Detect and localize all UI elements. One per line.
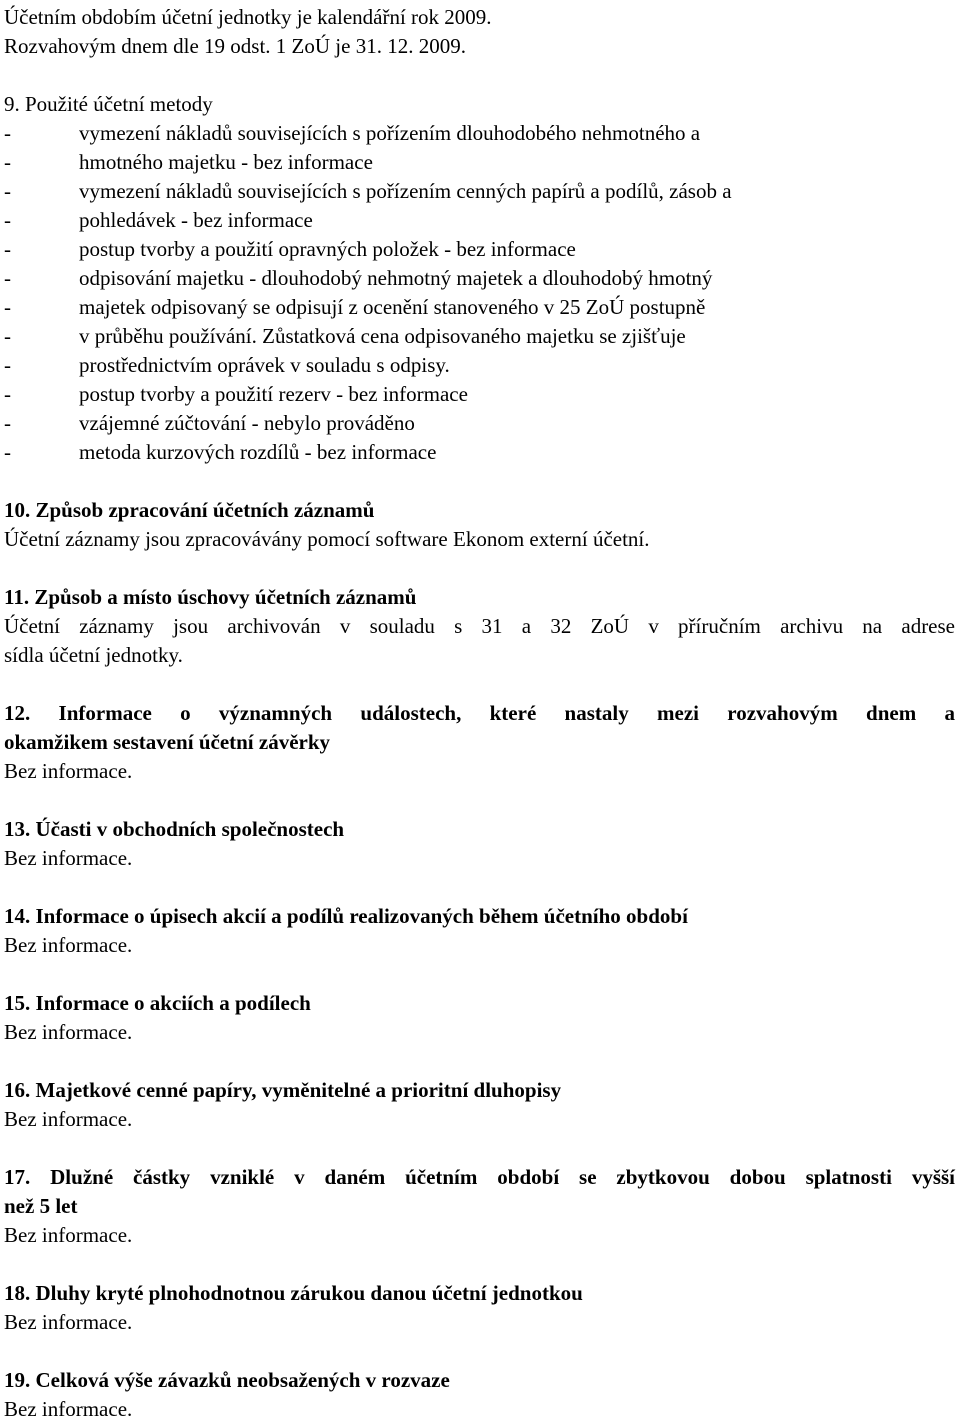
section-17-heading-continued: než 5 let [4, 1194, 78, 1218]
section-17-text: Bez informace. [4, 1223, 133, 1247]
section-16-heading: 16. Majetkové cenné papíry, vyměnitelné a prioritní dluhopisy [4, 1078, 562, 1102]
document-page [4, 0, 955, 1424]
section-13-heading: 13. Účasti v obchodních společnostech [4, 817, 345, 841]
section-12-text: Bez informace. [4, 759, 133, 783]
section-12-heading: 12. Informace o významných událostech, které nastaly mezi rozvahovým dnem a [4, 701, 955, 725]
section-17-heading: 17. Dlužné částky vzniklé v daném účetním období se zbytkovou dobou splatnosti vyšší [4, 1165, 955, 1189]
list-item: - postup tvorby a použití opravných položek - bez informace [4, 237, 576, 261]
intro-balance-date: Rozvahovým dnem dle 19 odst. 1 ZoÚ je 31. 12. 2009. [4, 34, 466, 58]
list-item: - prostřednictvím oprávek v souladu s odpisy. [4, 353, 450, 377]
list-item: - v průběhu používání. Zůstatková cena odpisovaného majetku se zjišťuje [4, 324, 686, 348]
list-item: - metoda kurzových rozdílů - bez informace [4, 440, 437, 464]
section-9-heading: 9. Použité účetní metody [4, 92, 213, 116]
section-14-text: Bez informace. [4, 933, 133, 957]
section-12-heading-continued: okamžikem sestavení účetní závěrky [4, 730, 331, 754]
section-18-text: Bez informace. [4, 1310, 133, 1334]
section-16-text: Bez informace. [4, 1107, 133, 1131]
section-10-text: Účetní záznamy jsou zpracovávány pomocí software Ekonom externí účetní. [4, 527, 650, 551]
section-15-text: Bez informace. [4, 1020, 133, 1044]
list-item: - vzájemné zúčtování - nebylo prováděno [4, 411, 415, 435]
section-13-text: Bez informace. [4, 846, 133, 870]
list-item: - majetek odpisovaný se odpisují z ocenění stanoveného v 25 ZoÚ postupně [4, 295, 706, 319]
section-11-heading: 11. Způsob a místo úschovy účetních záznamů [4, 585, 417, 609]
list-item: - postup tvorby a použití rezerv - bez informace [4, 382, 468, 406]
section-19-heading: 19. Celková výše závazků neobsažených v rozvaze [4, 1368, 450, 1392]
list-item: - pohledávek - bez informace [4, 208, 313, 232]
list-item: - hmotného majetku - bez informace [4, 150, 373, 174]
section-11-text-continued: sídla účetní jednotky. [4, 643, 183, 667]
section-15-heading: 15. Informace o akciích a podílech [4, 991, 311, 1015]
intro-fiscal-period: Účetním obdobím účetní jednotky je kalendářní rok 2009. [4, 5, 492, 29]
section-19-text: Bez informace. [4, 1397, 133, 1421]
list-item: - odpisování majetku - dlouhodobý nehmotný majetek a dlouhodobý hmotný [4, 266, 713, 290]
section-18-heading: 18. Dluhy kryté plnohodnotnou zárukou danou účetní jednotkou [4, 1281, 583, 1305]
section-11-text: Účetní záznamy jsou archivován v souladu s 31 a 32 ZoÚ v příručním archivu na adrese [4, 614, 955, 638]
list-item: - vymezení nákladů souvisejících s pořízením dlouhodobého nehmotného a [4, 121, 701, 145]
list-item: - vymezení nákladů souvisejících s pořízením cenných papírů a podílů, zásob a [4, 179, 732, 203]
section-14-heading: 14. Informace o úpisech akcií a podílů realizovaných během účetního období [4, 904, 688, 928]
section-10-heading: 10. Způsob zpracování účetních záznamů [4, 498, 375, 522]
